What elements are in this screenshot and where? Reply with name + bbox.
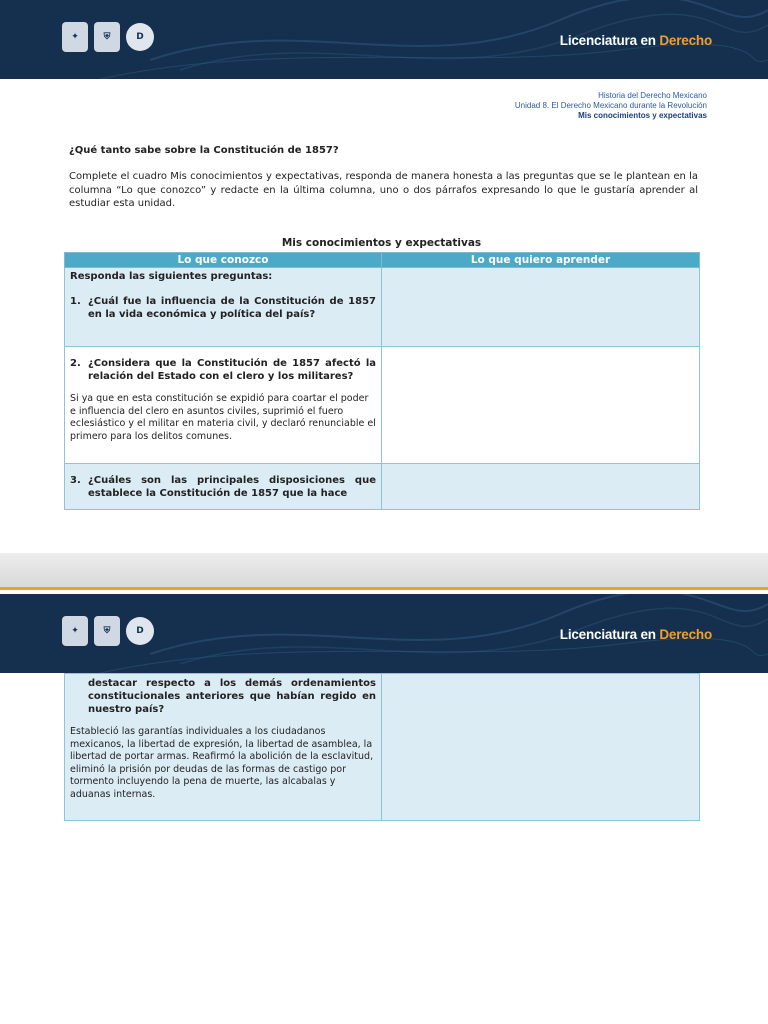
suayed-logo-icon: D xyxy=(126,617,154,645)
breadcrumb xyxy=(515,91,707,121)
knowledge-table xyxy=(64,252,700,510)
logo-group xyxy=(62,616,154,646)
gobierno-logo-icon: ⛨ xyxy=(94,22,120,52)
program-brand: Licenciatura en Derecho xyxy=(559,33,712,48)
instruction-text: Responda las siguientes preguntas: xyxy=(70,271,273,282)
program-brand: Licenciatura en Derecho xyxy=(559,627,712,642)
intro-paragraph: Complete el cuadro Mis conocimientos y expectativas, responda de manera honesta a las preguntas que se le plantean en la columna “Lo que conozco” y redacte en la última columna, uno o dos párrafos expresando lo que le gustaría aprender al estudiar esta unidad. xyxy=(69,171,698,209)
header-banner xyxy=(0,0,768,79)
unam-logo-icon: ✦ xyxy=(62,616,88,646)
breadcrumb-activity: Mis conocimientos y expectativas xyxy=(578,111,707,120)
question-2: 2. ¿Considera que la Constitución de 1857 afectó la relación del Estado con el clero y los militares? xyxy=(70,358,376,382)
question-cell-1 xyxy=(65,268,382,347)
question-cell-2 xyxy=(65,347,382,464)
suayed-logo-icon: D xyxy=(126,23,154,51)
question-cell-3-continued xyxy=(65,674,382,821)
answer-cell-learn-1[interactable] xyxy=(382,268,700,347)
question-3-part1: 3. ¿Cuáles son las principales disposiciones que establece la Constitución de 1857 que la hace xyxy=(70,475,376,499)
unam-logo-icon: ✦ xyxy=(62,22,88,52)
page-question-title: ¿Qué tanto sabe sobre la Constitución de 1857? xyxy=(69,145,339,156)
question-cell-3 xyxy=(65,464,382,510)
answer-cell-learn-3-continued[interactable] xyxy=(382,674,700,821)
column-header-learn: Lo que quiero aprender xyxy=(382,253,700,268)
question-1: 1. ¿Cuál fue la influencia de la Constitución de 1857 en la vida económica y política del país? xyxy=(70,296,376,320)
table-title: Mis conocimientos y expectativas xyxy=(281,237,482,249)
answer-cell-learn-2[interactable] xyxy=(382,347,700,464)
breadcrumb-unit: Unidad 8. El Derecho Mexicano durante la Revolución xyxy=(514,101,707,110)
answer-2: Si ya que en esta constitución se expidió para coartar el poder e influencia del clero en asuntos civiles, suprimió el fuero eclesiástico y el militar en materia civil, y declaró renunciable el primero para los delitos comunes. xyxy=(70,393,376,442)
header-banner-page-2 xyxy=(0,594,768,673)
logo-group xyxy=(62,22,154,52)
knowledge-table-continued xyxy=(64,673,700,821)
question-3-part2: destacar respecto a los demás ordenamientos constitucionales anteriores que habían regido en nuestro país? xyxy=(88,678,376,715)
answer-3: Estableció las garantías individuales a los ciudadanos mexicanos, la libertad de expresión, la libertad de asamblea, la libertad de portar armas. Reafirmó la abolición de la esclavitud, eliminó la prisión por deudas de las formas de castigo por tormento incluyendo la pena de muerte, las alcabalas y aduanas internas. xyxy=(70,726,374,800)
column-header-know: Lo que conozco xyxy=(65,253,382,268)
breadcrumb-course: Historia del Derecho Mexicano xyxy=(598,91,707,100)
page-break xyxy=(0,553,768,587)
answer-cell-learn-3[interactable] xyxy=(382,464,700,510)
gobierno-logo-icon: ⛨ xyxy=(94,616,120,646)
